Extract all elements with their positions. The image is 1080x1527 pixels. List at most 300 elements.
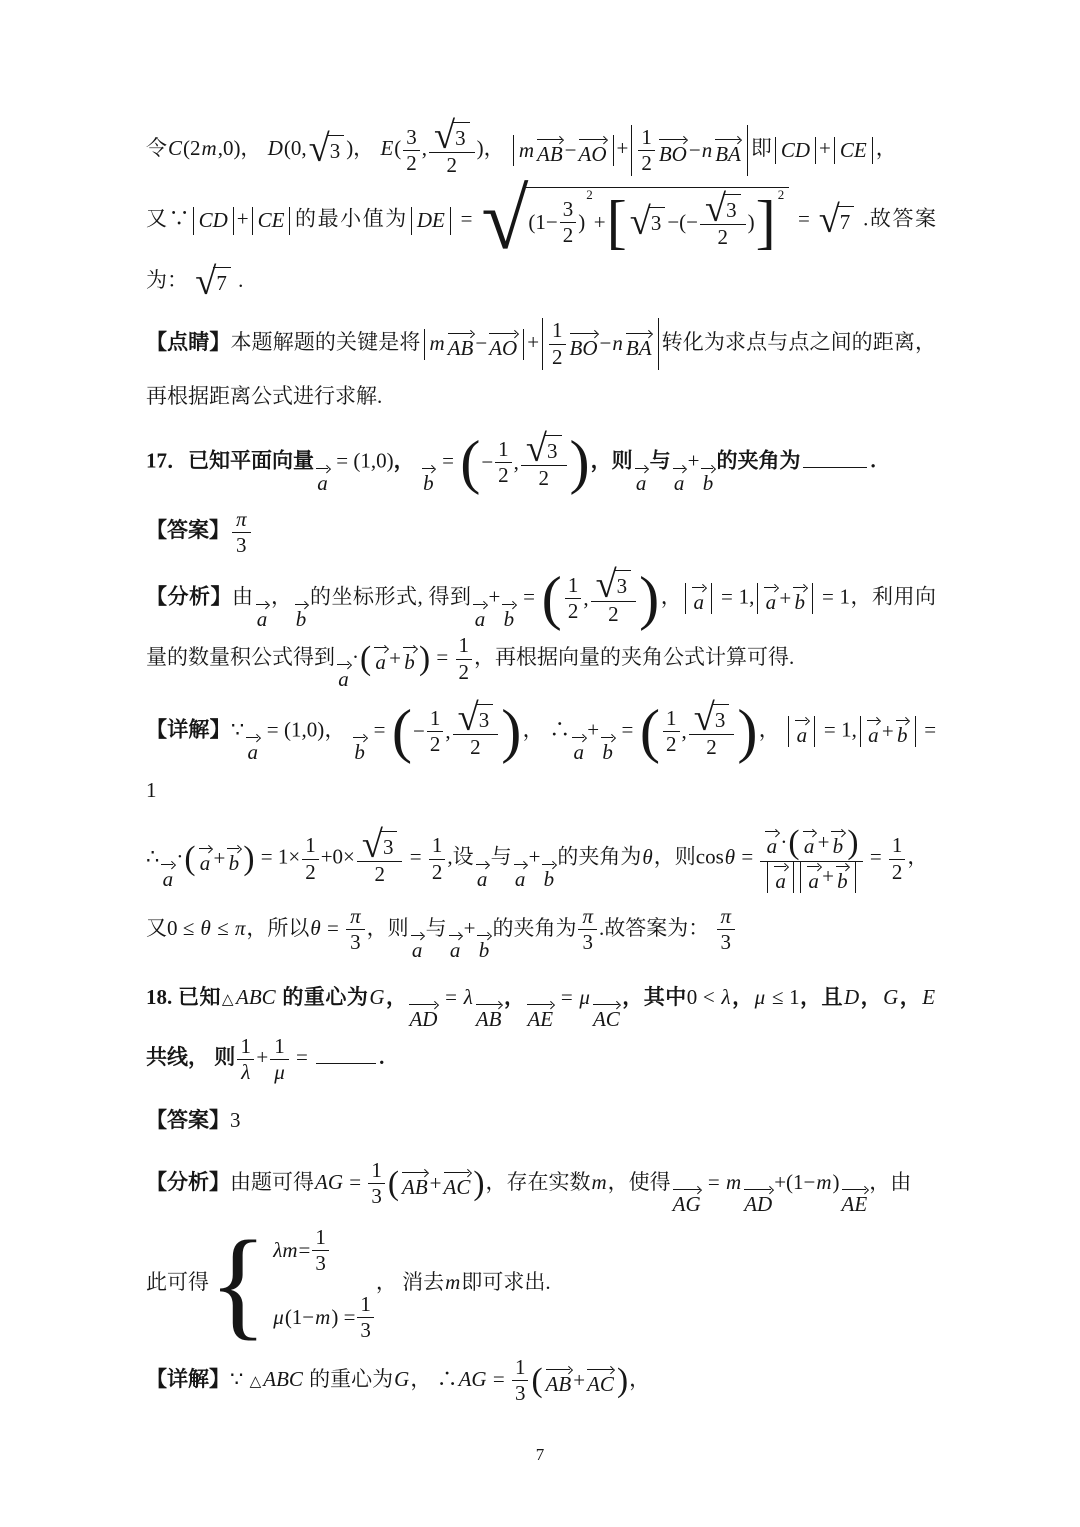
- radicand: 3: [544, 435, 562, 465]
- bold-text: 【分析】: [146, 1169, 230, 1194]
- solution16-line2: 又∵ CD + CE 的最小值为 DE = √ (1− 3 2 ) $^2$ + [ √ 3 −(− √ 3 2 ) ] $^2$ = √ 7 .故答案为： √ 7 .: [146, 172, 937, 303]
- absolute-value: [411, 207, 451, 234]
- group-body: 1 2 , √ 3 2: [660, 704, 737, 760]
- fraction: [549, 318, 566, 369]
- radicand: 3: [723, 194, 741, 224]
- math-variable: G: [369, 984, 385, 1009]
- radical-icon: √: [481, 172, 529, 268]
- triangle-symbol: △: [221, 991, 235, 1008]
- vector-letters: AB: [545, 1372, 572, 1397]
- vector-arrow-icon: [625, 329, 653, 337]
- vector: [794, 716, 809, 747]
- bold-text: .: [379, 1045, 385, 1070]
- group-body: a + b: [371, 643, 419, 674]
- bold-text: 共线， 则: [146, 1045, 236, 1070]
- numerator: [591, 563, 637, 606]
- numerator: [346, 904, 365, 929]
- vector-letters: BO: [569, 335, 598, 360]
- numerator: 1: [641, 124, 652, 149]
- math-variable: θ: [642, 844, 653, 869]
- delimited-group: [391, 696, 522, 766]
- math-variable: C: [168, 136, 183, 161]
- vector-arrow-icon: [743, 1185, 773, 1193]
- numerator: 3: [406, 124, 417, 149]
- fraction: [521, 428, 567, 491]
- vector: [545, 1365, 573, 1396]
- numerator: 1: [567, 573, 579, 598]
- vector-arrow-icon: [658, 135, 688, 143]
- vector: [501, 600, 516, 631]
- absolute-value: a + b: [860, 716, 916, 747]
- square-root: [195, 260, 231, 303]
- bold-text: ，: [393, 448, 415, 473]
- fraction: [368, 1158, 385, 1209]
- vector: [373, 643, 388, 674]
- close-delimiter-icon: ): [419, 640, 431, 678]
- superscript: 2: [586, 187, 593, 203]
- vector-letters: a: [693, 590, 705, 615]
- numerator: 1: [458, 633, 469, 658]
- group-body: − 1 2 , √ 3 2: [412, 704, 501, 760]
- math-variable: λ: [463, 984, 473, 1009]
- vector: [541, 860, 556, 891]
- numerator: [429, 115, 475, 158]
- math-variable: n: [612, 331, 623, 356]
- vector: [352, 733, 367, 764]
- numerator: [357, 824, 403, 867]
- math-variable: π: [582, 904, 593, 929]
- vector: [743, 1185, 773, 1216]
- vector-arrow-icon: [895, 716, 910, 724]
- vector-letters: AB: [537, 141, 563, 166]
- math-variable: CE: [839, 137, 867, 162]
- math-variable: CE: [257, 208, 285, 233]
- delimited-group: [460, 428, 590, 497]
- vector-letters: BA: [625, 335, 652, 360]
- fraction: [237, 1034, 254, 1085]
- bold-text: 的夹角为: [716, 448, 801, 473]
- vector-letters: a: [317, 471, 328, 495]
- fraction: [427, 706, 444, 757]
- denominator: 2: [429, 732, 441, 757]
- vector-arrow-icon: [410, 931, 425, 939]
- vector-arrow-icon: [806, 862, 821, 870]
- square-root: [705, 187, 741, 230]
- square-root: [361, 824, 398, 867]
- vector: [447, 329, 475, 360]
- vector-arrow-icon: [714, 135, 742, 143]
- vector-letters: a: [256, 606, 268, 631]
- vector-letters: b: [794, 590, 805, 615]
- vector: [475, 1000, 503, 1031]
- vector: [672, 464, 687, 495]
- denominator: 3: [720, 930, 732, 955]
- radicand: 7: [837, 206, 855, 236]
- radical-icon: √: [361, 824, 383, 867]
- vector-arrow-icon: [245, 733, 260, 741]
- square-root: [595, 563, 632, 606]
- vector-arrow-icon: [541, 860, 556, 868]
- vector-arrow-icon: [634, 464, 649, 472]
- numerator: [689, 696, 735, 739]
- system-row: λm = 1 3: [272, 1225, 376, 1276]
- vector-letters: a: [868, 723, 879, 748]
- denominator: 2: [406, 150, 417, 175]
- fraction: [403, 125, 420, 176]
- absolute-value: [775, 137, 816, 164]
- vector-letters: AC: [443, 1175, 471, 1200]
- fraction: [312, 1225, 329, 1276]
- bold-text: ，: [860, 984, 883, 1009]
- delimited-group: [531, 1363, 628, 1398]
- numerator: 1: [274, 1033, 285, 1058]
- bold-text: ，: [385, 984, 408, 1009]
- math-variable: m: [315, 1305, 331, 1330]
- answer-17: [146, 504, 936, 558]
- vector-letters: AO: [489, 335, 518, 360]
- math-variable: θ: [724, 844, 736, 869]
- bold-text: 【详解】: [146, 717, 231, 742]
- math-variable: E: [380, 136, 394, 161]
- denominator: [237, 1060, 254, 1085]
- square-root: [434, 115, 470, 158]
- group-body: √ 3 −(− √ 3 2 ): [629, 187, 755, 250]
- denominator: 3: [350, 930, 361, 955]
- vector: [401, 1168, 429, 1199]
- denominator: 2: [538, 466, 549, 491]
- group-body: AB + AC: [399, 1168, 473, 1199]
- radical-icon: √: [595, 563, 617, 606]
- close-delimiter-icon: ): [473, 1165, 485, 1203]
- vector-arrow-icon: [672, 1185, 702, 1193]
- math-variable: λm: [273, 1237, 298, 1262]
- bold-text: ，: [731, 984, 754, 1009]
- math-variable: θ: [200, 915, 211, 940]
- vector: [841, 1185, 869, 1216]
- close-delimiter-icon: ): [569, 429, 590, 497]
- denominator: [270, 1060, 289, 1085]
- open-delimiter-icon: (: [541, 564, 562, 632]
- fraction: [512, 1355, 529, 1406]
- solution-18-line1: 【详解】∵ △ABC 的重心为G， ∴AG = $\frac{1}{3}$ ( AB + AC ) ，: [146, 1355, 651, 1406]
- vector: [578, 135, 608, 166]
- system-row: μ (1− m ) = 1 3: [272, 1292, 376, 1343]
- vector: [408, 1000, 438, 1031]
- fraction: [357, 1292, 374, 1343]
- math-variable: ABC: [263, 1366, 303, 1391]
- open-delimiter-icon: (: [184, 840, 196, 878]
- math-variable: π: [236, 506, 247, 531]
- math-variable: m: [429, 331, 445, 356]
- radicand: 7: [213, 267, 231, 297]
- denominator: 2: [666, 732, 677, 757]
- vector-letters: BA: [715, 141, 741, 166]
- math-variable: μ: [273, 1305, 284, 1330]
- vector-letters: a: [573, 739, 584, 764]
- vector-letters: AB: [402, 1175, 428, 1200]
- vector-letters: b: [702, 471, 714, 495]
- vector-letters: a: [338, 667, 349, 691]
- math-variable: CD: [780, 137, 811, 162]
- vector-arrow-icon: [764, 827, 779, 835]
- numerator: 1: [315, 1224, 326, 1249]
- fraction: [232, 507, 251, 558]
- vector: [475, 860, 490, 891]
- vector: [592, 1000, 621, 1031]
- math-variable: G: [883, 984, 899, 1009]
- math-variable: DE: [416, 208, 445, 233]
- vector: [806, 862, 821, 893]
- radicand: 3: [712, 704, 730, 734]
- fraction: [429, 833, 446, 884]
- vector: [773, 862, 788, 893]
- radical-icon: √: [195, 260, 217, 303]
- numerator: 1: [360, 1292, 371, 1317]
- vector-arrow-icon: [226, 844, 241, 852]
- fraction: [346, 904, 365, 955]
- fraction: [591, 563, 637, 626]
- denominator: 2: [458, 659, 469, 684]
- solution-17-line3: 又0 ≤ θ ≤ π，所以θ = $\frac{\pi}{3}$ ，则 a 与 a + b 的夹角为 $\frac{\pi}{3}$ .故答案为： $\frac{\pi}{3}$: [146, 902, 936, 962]
- vector-arrow-icon: [373, 643, 388, 651]
- triangle-symbol: △: [249, 1373, 262, 1390]
- square-root: [629, 200, 666, 243]
- group-body: 1 2 , √ 3 2: [562, 570, 639, 626]
- vector-arrow-icon: [569, 329, 599, 337]
- denominator: [761, 862, 862, 893]
- math-variable: m: [445, 1270, 461, 1295]
- vector: [294, 600, 309, 631]
- vector-arrow-icon: [672, 464, 687, 472]
- numerator: 1: [240, 1033, 252, 1058]
- vector-arrow-icon: [352, 733, 367, 741]
- numerator: 1: [891, 833, 903, 858]
- vector: [255, 600, 270, 631]
- close-delimiter-icon: ): [616, 1362, 629, 1400]
- bold-text: 【详解】: [146, 1366, 230, 1391]
- close-delimiter-icon: ): [501, 698, 522, 766]
- vector-letters: a: [766, 834, 778, 859]
- vector: [476, 931, 491, 962]
- fraction: [889, 833, 906, 884]
- vector-arrow-icon: [763, 583, 778, 591]
- close-delimiter-icon: ): [847, 824, 859, 862]
- vector-arrow-icon: [841, 1185, 869, 1193]
- vector-letters: a: [514, 867, 526, 892]
- vector-arrow-icon: [476, 931, 491, 939]
- vector: [513, 860, 528, 891]
- vector-arrow-icon: [488, 329, 518, 337]
- absolute-value: m AB − AO: [424, 329, 525, 360]
- absolute-value: 1 2 BO − n BA: [631, 125, 748, 176]
- denominator: 3: [236, 532, 247, 557]
- vector: [634, 464, 649, 495]
- vector-letters: b: [228, 850, 240, 875]
- vector-arrow-icon: [501, 600, 516, 608]
- denominator: 2: [717, 225, 729, 250]
- vector-arrow-icon: [545, 1365, 573, 1373]
- math-variable: m: [201, 136, 217, 161]
- vector-letters: BO: [658, 141, 687, 166]
- fraction: [578, 904, 597, 955]
- denominator: 3: [360, 1318, 371, 1343]
- vector-letters: a: [796, 723, 808, 748]
- numerator: 1: [429, 706, 441, 731]
- delimited-group: [360, 641, 430, 676]
- vector: [764, 827, 779, 858]
- math-variable: μ: [754, 984, 766, 1009]
- fraction: [700, 187, 746, 250]
- numerator: 1: [514, 1355, 526, 1380]
- math-variable: π: [720, 904, 732, 929]
- denominator: 3: [315, 1251, 326, 1276]
- vector-arrow-icon: [315, 464, 330, 472]
- vector-arrow-icon: [294, 600, 309, 608]
- math-variable: π: [234, 915, 246, 940]
- radicand: 3: [452, 122, 470, 152]
- close-delimiter-icon: ): [639, 564, 660, 632]
- vector-arrow-icon: [443, 1168, 472, 1176]
- bold-text: ，则: [590, 448, 633, 473]
- vector-letters: AG: [672, 1191, 701, 1216]
- numerator: 1: [371, 1158, 382, 1183]
- bold-text: 的重心为: [276, 984, 369, 1009]
- vector: [672, 1185, 702, 1216]
- absolute-value: [252, 207, 291, 234]
- absolute-value: a + b: [757, 583, 813, 614]
- vector-arrow-icon: [792, 583, 807, 591]
- open-delimiter-icon: (: [460, 429, 481, 497]
- vector-letters: b: [602, 739, 613, 764]
- numerator: 1: [552, 318, 563, 343]
- analysis-18: 【分析】由题可得AG = $\frac{1}{3}$ ( AB + AC ) ，存在实数m，使得 AG = m AD +(1−m) AE ，由: [146, 1158, 912, 1216]
- vector-letters: a: [765, 590, 777, 615]
- vector-arrow-icon: [475, 1000, 503, 1008]
- vector-arrow-icon: [773, 862, 788, 870]
- vector: [536, 135, 564, 166]
- open-delimiter-icon: (: [531, 1362, 543, 1400]
- vector: [586, 1365, 615, 1396]
- fraction: [560, 197, 577, 248]
- vector: [569, 329, 599, 360]
- vector-letters: AD: [744, 1191, 773, 1216]
- fraction: [357, 824, 403, 887]
- numerator: 1: [498, 437, 509, 462]
- vector: [802, 827, 817, 858]
- vector: [691, 583, 706, 614]
- vector-arrow-icon: [571, 733, 586, 741]
- vector: [763, 583, 778, 614]
- answer-18: 【答案】3: [146, 1108, 241, 1133]
- fraction: [638, 125, 655, 176]
- vector: [835, 862, 850, 893]
- math-variable: π: [350, 904, 361, 929]
- radicand: 3: [648, 207, 666, 237]
- vector-letters: AE: [527, 1007, 554, 1032]
- numerator: 1: [431, 833, 443, 858]
- vector-letters: a: [474, 606, 486, 631]
- vector-letters: a: [247, 739, 258, 764]
- analysis-18-system: 此可得 { λm = 1 3 μ (1− m ) = 1 3 ， 消去m即可求出.: [146, 1216, 551, 1351]
- open-delimiter-icon: (: [360, 640, 372, 678]
- delimited-group: [639, 696, 758, 766]
- absolute-value: [767, 862, 794, 893]
- numerator: 3: [562, 196, 574, 221]
- numerator: [453, 696, 499, 739]
- vector-letters: b: [832, 834, 844, 859]
- vector: [792, 583, 807, 614]
- answer-blank: [803, 445, 867, 467]
- absolute-value: [193, 207, 234, 234]
- open-delimiter-icon: (: [391, 698, 413, 766]
- math-variable: m: [726, 1169, 742, 1194]
- radicand: (1− 3 2 ) $^2$ + [ √ 3 −(− √ 3 2 ) ] $^2$: [525, 187, 789, 254]
- radical-icon: √: [818, 199, 840, 242]
- vector-arrow-icon: [255, 600, 270, 608]
- question-18: 18. 已知△ABC 的重心为G， AD = λ AB ， AE = μ AC ，其中0 < λ，μ ≤ 1，且D，G，E 共线， 则 $\frac{1}{\lambda}$ + $\frac{1}{\mu}$ = .: [146, 984, 936, 1084]
- vector-arrow-icon: [586, 1365, 615, 1373]
- radical-icon: √: [308, 128, 330, 171]
- bold-text: ，: [503, 984, 526, 1009]
- vector: [658, 135, 688, 166]
- bold-text: ，: [899, 984, 922, 1009]
- vector-arrow-icon: [700, 464, 715, 472]
- vector-arrow-icon: [198, 844, 213, 852]
- absolute-value: 1 2 BO − n BA: [542, 318, 659, 369]
- vector: [336, 660, 351, 691]
- denominator: 2: [641, 150, 652, 175]
- vector: [226, 844, 241, 875]
- vector: [472, 600, 487, 631]
- bold-text: 【答案】: [146, 1108, 230, 1133]
- radical-icon: √: [629, 200, 651, 243]
- vector-letters: b: [503, 606, 515, 631]
- vector: [488, 329, 518, 360]
- group-body: a + b: [800, 827, 848, 858]
- vector-letters: b: [897, 723, 908, 748]
- denominator: 2: [498, 463, 509, 488]
- denominator: 2: [706, 734, 717, 759]
- numerator: [700, 187, 746, 230]
- bold-text: 【答案】: [146, 518, 230, 543]
- math-variable: G: [394, 1366, 410, 1391]
- denominator: 2: [446, 153, 458, 178]
- radical-icon: √: [457, 696, 479, 739]
- numerator: [717, 904, 736, 929]
- vector: [443, 1168, 472, 1199]
- vector: [625, 329, 653, 360]
- vector-letters: b: [295, 606, 307, 631]
- fraction: [456, 633, 473, 684]
- vector-arrow-icon: [160, 860, 175, 868]
- math-variable: λ: [241, 1059, 251, 1084]
- vector-letters: a: [803, 834, 815, 859]
- math-variable: θ: [310, 915, 321, 940]
- bold-text: .: [870, 448, 876, 473]
- vector-letters: a: [411, 937, 423, 962]
- denominator: 2: [470, 734, 481, 759]
- absolute-value: [685, 583, 712, 614]
- vector: [830, 827, 845, 858]
- numerator: [232, 507, 251, 532]
- vector-letters: a: [775, 868, 786, 893]
- numerator: 1: [305, 833, 316, 858]
- open-delimiter-icon: (: [788, 824, 800, 862]
- fraction: [565, 573, 582, 624]
- vector-letters: b: [423, 471, 434, 495]
- absolute-value: m AB − AO: [513, 135, 614, 166]
- math-variable: m: [591, 1169, 607, 1194]
